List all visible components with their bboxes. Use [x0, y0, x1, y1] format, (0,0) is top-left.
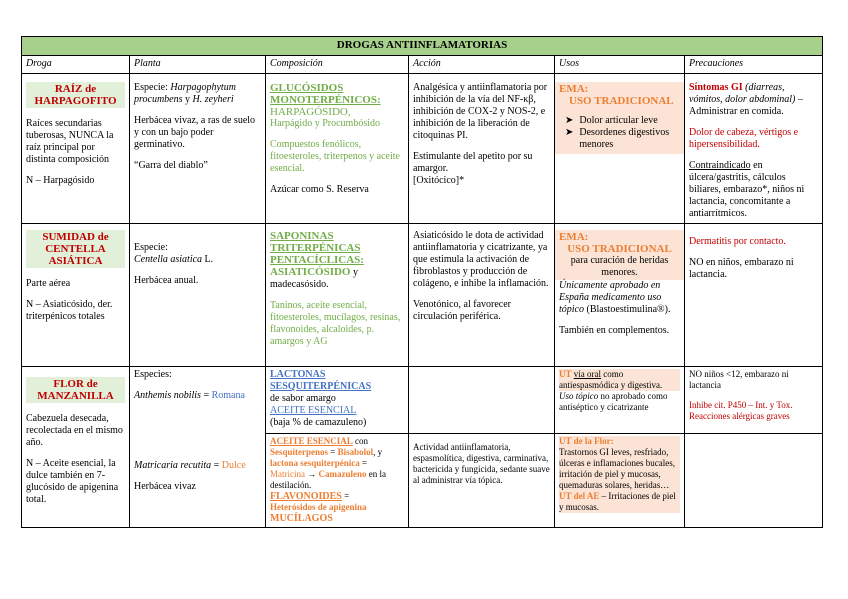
- prec-2: NO en niños, embarazo ni lactancia.: [689, 257, 794, 280]
- usos-bullet-2: Desordenes digestivos menores: [579, 127, 670, 150]
- species-name: Matricaria recutita: [134, 460, 212, 471]
- prec-ci: Contraindicado: [689, 160, 751, 171]
- precauciones-cell: [685, 224, 823, 367]
- species-label: Especie:: [134, 242, 168, 253]
- usos-ae-text: – Irritaciones de piel y mucosas.: [559, 491, 676, 512]
- equals: =: [359, 458, 368, 468]
- accion-1: Analgésica y antiinflamatoria por inhibición de la vía del NF-κβ, inhibición de COX-2 y NOS-2, e inhibición de la liberación de citoquinas PI.: [413, 82, 548, 141]
- comp-main: ASIATICÓSIDO: [270, 266, 351, 278]
- usos-bullet-1: Dolor articular leve: [579, 115, 658, 126]
- usos-topical: Uso tópico: [559, 391, 599, 401]
- usos-cell: EMA: USO TRADICIONAL ➤ Dolor articular leve ➤ Desordenes digestivos menores: [555, 74, 685, 224]
- prec-red: Dolor de cabeza, vértigos e hipersensibilidad.: [689, 127, 799, 150]
- usos-1: Trastornos GI leves, resfriado, úlceras e inflamaciones bucales, irritación de piel y mucosas, quemaduras solares, heridas…: [559, 447, 675, 490]
- comp-main: HARPAGÓSIDO,: [270, 106, 351, 118]
- species-name: Anthemis nobilis: [134, 390, 201, 401]
- prec-red: Inhibe cit. P450 – Int. y Tox. Reacciones alérgicas graves: [689, 400, 793, 421]
- comp-head: LACTONAS SESQUITERPÉNICAS: [270, 369, 372, 392]
- usos-cell: [555, 367, 685, 434]
- droga-cell: [22, 224, 130, 367]
- comma: , y: [373, 447, 383, 457]
- droga-marker: N – Harpagósido: [26, 175, 95, 186]
- usos-trad: USO TRADICIONAL: [569, 95, 674, 107]
- species-name: H. zeyheri: [192, 94, 234, 105]
- accion-cell: [409, 224, 555, 367]
- usos-cell: [555, 434, 685, 528]
- species-name: Harpagophytum procumbens: [134, 82, 236, 105]
- usos-via: vía oral: [573, 369, 602, 379]
- table-row: [22, 367, 823, 434]
- droga-part: Cabezuela desecada, recolectada en el mismo año.: [26, 413, 123, 448]
- prec-head-text: – Administrar en comida.: [689, 94, 803, 117]
- usos-product: (Blastoestimulina®).: [584, 304, 671, 315]
- usos-cell: [555, 224, 685, 367]
- prec-ci-text: en úlcera/gastritis, cálculos biliares, embarazo*, niños ni lactancia, concomitante a antiarrítmicos.: [689, 160, 805, 219]
- usos-text: como antiespasmódica y digestiva.: [559, 369, 663, 390]
- comp-2: ACEITE ESENCIAL: [270, 405, 357, 416]
- usos-trad-sub: para curación de heridas menores.: [570, 255, 669, 278]
- precauciones-cell: [685, 74, 823, 224]
- droga-part: Parte aérea: [26, 278, 71, 289]
- variety-romana: Romana: [211, 390, 245, 401]
- species-label: Especie:: [134, 82, 171, 93]
- comp-lactona: lactona sesquiterpénica: [270, 458, 360, 468]
- variety-dulce: Dulce: [221, 460, 246, 471]
- accion-cell: [409, 74, 555, 224]
- comp-con: con: [352, 436, 369, 446]
- droga-cell: [22, 74, 130, 224]
- usos-3: También en complementos.: [559, 325, 670, 336]
- precauciones-cell: [685, 434, 823, 528]
- drug-name: RAÍZ de HARPAGOFITO: [26, 82, 125, 108]
- comp-flavonoides: FLAVONOIDES: [270, 491, 342, 502]
- usos-approved: Únicamente aprobado en España medicamento uso tópico: [559, 280, 662, 315]
- equals: =: [211, 460, 222, 471]
- prec-red: Dermatitis por contacto.: [689, 236, 786, 247]
- species-author: L.: [202, 254, 214, 265]
- header-droga: Droga: [22, 56, 130, 74]
- header-composicion: Composición: [266, 56, 409, 74]
- equals: =: [200, 390, 212, 401]
- comp-2: Compuestos fenólicos, fitoesteroles, triterpenos y aceite esencial.: [270, 139, 400, 174]
- equals: =: [341, 491, 350, 501]
- planta-cell: [130, 367, 266, 528]
- arrow: →: [305, 469, 319, 479]
- droga-marker: N – Asiaticósido, der. triterpénicos totales: [26, 299, 113, 322]
- comp-mucilagos: MUCÍLAGOS: [270, 513, 333, 524]
- planta-desc: Herbácea vivaz, a ras de suelo y con un bajo poder germinativo.: [134, 115, 256, 150]
- usos-ema: EMA:: [559, 83, 589, 95]
- header-planta: Planta: [130, 56, 266, 74]
- planta-nickname: “Garra del diablo”: [134, 160, 208, 171]
- precauciones-cell: [685, 367, 823, 434]
- planta-desc: Herbácea anual.: [134, 275, 199, 286]
- usos-trad: USO TRADICIONAL: [567, 243, 672, 255]
- accion-3: [Oxitócico]*: [413, 175, 465, 186]
- drug-name: SUMIDAD de CENTELLA ASIÁTICA: [26, 230, 125, 268]
- prec-head-italic: (diarreas, vómitos, dolor abdominal): [689, 82, 796, 105]
- comp-2: Taninos, aceite esencial, fitoesteroles, mucílagos, resinas, flavonoides, alcaloides, p. amargos y AG: [270, 300, 401, 347]
- comp-sesq: Sesquiterpenos: [270, 447, 329, 457]
- comp-1: de sabor amargo: [270, 393, 336, 404]
- droga-part: Raíces secundarias tuberosas, NUNCA la raíz principal por distinta composición: [26, 118, 114, 165]
- drug-name: FLOR de MANZANILLA: [26, 377, 125, 403]
- comp-3: Azúcar como S. Reserva: [270, 184, 369, 195]
- accion-cell: [409, 367, 555, 434]
- comp-head: GLUCÓSIDOS MONOTERPÉNICOS:: [270, 82, 381, 106]
- table-row: [22, 224, 823, 367]
- planta-cell: [130, 224, 266, 367]
- table-title: DROGAS ANTIINFLAMATORIAS: [22, 37, 823, 56]
- comp-3: (baja % de camazuleno): [270, 417, 367, 428]
- accion-2: Venotónico, al favorecer circulación periférica.: [413, 299, 512, 322]
- planta-desc: Herbácea vivaz: [134, 481, 196, 492]
- prec-head: Síntomas GI: [689, 82, 743, 93]
- conjunction: y: [182, 94, 193, 105]
- anti-inflammatory-drugs-table: [21, 36, 823, 528]
- comp-sub: Harpágido y Procumbósido: [270, 118, 380, 129]
- comp-matricina: Matricina: [270, 469, 305, 479]
- comp-sub: madecasósido.: [270, 279, 329, 290]
- composicion-cell: [266, 74, 409, 224]
- composicion-cell: [266, 224, 409, 367]
- comp-camazuleno: Camazuleno: [318, 469, 367, 479]
- species-name: Centella asiatica: [134, 254, 203, 265]
- usos-ema: EMA:: [559, 231, 589, 243]
- planta-cell: [130, 74, 266, 224]
- accion-1: Asiaticósido le dota de actividad antiinflamatoria y cicatrizante, ya que estimula la activación de fibroblastos y producción de colágeno, e inhibe la inflamación.: [413, 230, 549, 289]
- usos-head: UT de la Flor:: [559, 436, 614, 446]
- conjunction: y: [350, 267, 358, 278]
- header-accion: Acción: [409, 56, 555, 74]
- composicion-cell: [266, 367, 409, 434]
- droga-marker: N – Aceite esencial, la dulce también en 7-glucósido de apigenina total.: [26, 458, 119, 505]
- usos-ut: UT: [559, 369, 572, 379]
- accion-1: Actividad antiinflamatoria, espasmolítica, digestiva, carminativa, bactericida y fungicida, sedante suave al administrar vía tópica.: [413, 442, 550, 485]
- accion-cell: [409, 434, 555, 528]
- prec-1: NO niños <12, embarazo ni lactancia: [689, 369, 789, 390]
- species-label: Especies:: [134, 369, 172, 380]
- table-row: [22, 74, 823, 224]
- usos-ae: UT del AE: [559, 491, 600, 501]
- comp-heterosidos: Heterósidos de apigenina: [270, 502, 367, 512]
- droga-cell: [22, 367, 130, 528]
- comp-dest: en la destilación.: [270, 469, 386, 490]
- accion-2: Estimulante del apetito por su amargor.: [413, 151, 533, 174]
- header-usos: Usos: [555, 56, 685, 74]
- equals: =: [328, 447, 338, 457]
- comp-head: ACEITE ESENCIAL: [270, 436, 353, 446]
- comp-bisabolol: Bisabolol: [337, 447, 374, 457]
- usos-topical-text: no aprobado como antiséptico y cicatrizante: [559, 391, 668, 412]
- comp-head: SAPONINAS TRITERPÉNICAS PENTACÍCLICAS:: [270, 230, 364, 266]
- header-precauciones: Precauciones: [685, 56, 823, 74]
- composicion-cell: [266, 434, 409, 528]
